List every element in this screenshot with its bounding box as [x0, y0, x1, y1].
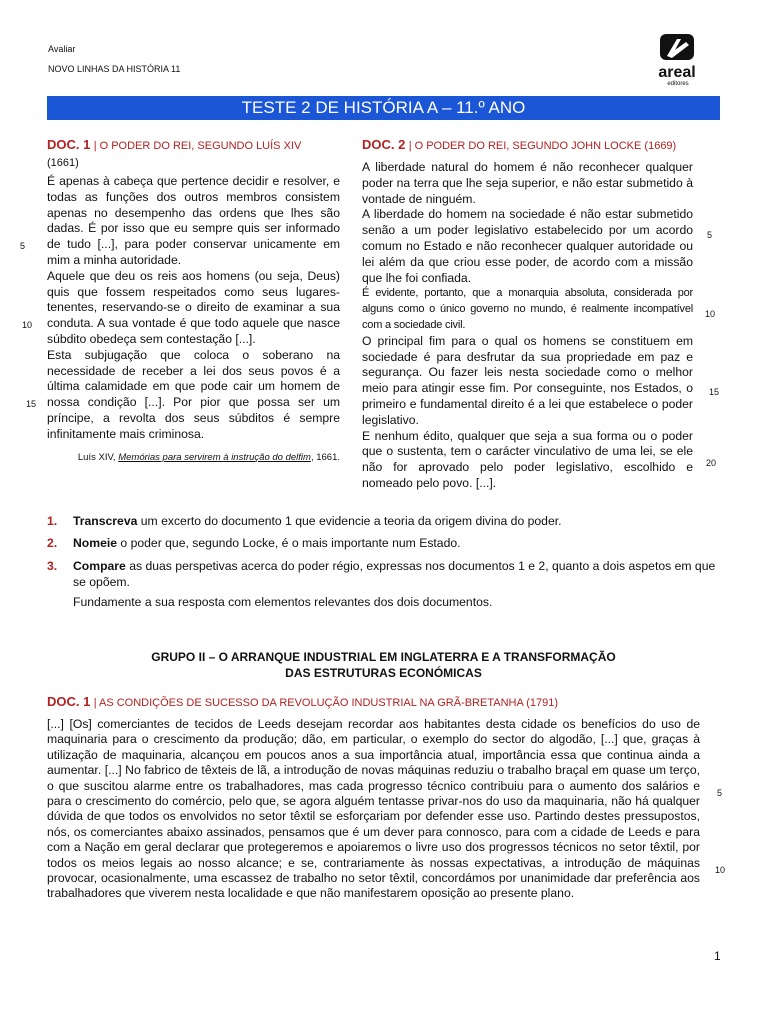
question-1	[47, 513, 727, 529]
doc1-line-number: 10	[22, 320, 33, 330]
doc1-header	[47, 137, 347, 171]
publisher-logo	[648, 32, 708, 88]
doc2-line-number: 10	[705, 309, 716, 319]
question-verb: Nomeie	[73, 536, 118, 550]
g2-doc1-heading: | AS CONDIÇÕES DE SUCESSO DA REVOLUÇÃO INDUSTRIAL NA GRÃ-BRETANHA (1791)	[93, 697, 559, 709]
group2-title-line1: GRUPO II – O ARRANQUE INDUSTRIAL EM INGLATERRA E A TRANSFORMAÇÃO	[151, 650, 616, 664]
question-text: um excerto do documento 1 que evidencie a teoria da origem divina do poder.	[137, 514, 562, 528]
doc1-line-number: 15	[26, 399, 37, 409]
doc1-heading: | O PODER DO REI, SEGUNDO LUÍS XIV	[93, 140, 302, 152]
doc2-paragraph: E nenhum édito, qualquer que seja a sua forma ou o poder que o sustenta, tem o carácter vinculativo de uma lei, se ele não for aprovado pelo poder legislativo, escolhido e nomeado pelo povo. [...].	[362, 428, 693, 490]
g2-doc1-body: [...] [Os] comerciantes de tecidos de Leeds desejam recordar aos habitantes desta cidade os benefícios do uso de maquinaria para o crescimento da produção; dão, em particular, o exemplo do sector do algodão, [...] que, graças à utilização de maquinaria, alcançou em poucos anos a sua importância atual, importância essa que continua ainda a aumentar. [...] No fabrico de têxteis de lã, a introdução de novas máquinas reduziu o trabalho braçal em quase um terço, o que suscitou alarme entre os trabalhadores, mas cada progresso técnico contribuiu para o aumento dos salários e para o crescimento do comércio, pelo que, se agora alguém tentasse privar-nos do uso da maquinaria, não há qualquer dúvida de que todos os envolvidos no setor têxtil se esforçariam por defender esse uso. Partindo destes pressupostos, nós, os comerciantes abaixo assinados, pensamos que é um dever para connosco, para com a cidade de Leeds e para com a Nação em geral declarar que protegeremos e apoiaremos o livre uso dos progressos técnicos no setor têxtil, por todos os meios legais ao nosso alcance; e se, contrariamente às nossas expectativas, a introdução de máquinas provocar, ocasionalmente, uma escassez de trabalho no setor têxtil, concordámos por unanimidade dar preferência aos trabalhadores que viverem nesta localidade e que não manifestarem oposição ao presente plano.	[47, 717, 700, 901]
g2-line-number: 10	[715, 865, 726, 875]
doc2-heading: | O PODER DO REI, SEGUNDO JOHN LOCKE (1669)	[408, 140, 677, 152]
doc1-paragraph: Aquele que deu os reis aos homens (ou seja, Deus) quis que fossem respeitados como seus lugares-tenentes, reservando-se o direito de examinar a sua conduta. A sua vontade é que todo aquele que nasce súbdito obedeça sem contestação [...].	[47, 268, 340, 346]
question-2	[47, 535, 727, 551]
g2-line-number: 5	[717, 788, 723, 798]
doc1-source-title: Memórias para servirem à instrução do delfim	[118, 452, 311, 463]
group2-title	[47, 649, 720, 681]
doc2-header	[362, 137, 702, 154]
doc1-source-year: , 1661.	[310, 452, 340, 463]
doc1-paragraph: É apenas à cabeça que pertence decidir e resolver, e todas as funções dos outros membros consistem apenas no desempenho das ordens que lhes são dadas. É por isso que eu sempre quis ser informado de tudo [...], para poder conservar unicamente em mim a minha autoridade.	[47, 174, 340, 267]
doc2-paragraph: É evidente, portanto, que a monarquia absoluta, considerada por alguns como o único governo no mundo, é realmente incompatível com a sociedade civil.	[362, 287, 693, 331]
question-text: o poder que, segundo Locke, é o mais importante num Estado.	[117, 536, 461, 550]
doc2-line-number: 15	[709, 387, 720, 397]
doc2-line-number: 20	[706, 458, 717, 468]
question-3	[47, 558, 727, 610]
question-number: 2.	[47, 536, 58, 550]
doc2-line-number: 5	[707, 230, 713, 240]
g2-doc1-label: DOC. 1	[47, 694, 91, 709]
test-title-banner: TESTE 2 DE HISTÓRIA A – 11.º ANO	[47, 96, 720, 120]
doc1-body	[47, 174, 340, 443]
book-title: NOVO LINHAS DA HISTÓRIA 11	[48, 64, 181, 74]
doc1-line-number: 5	[20, 241, 26, 251]
doc2-paragraph: A liberdade do homem na sociedade é não estar submetido senão a um poder legislativo estabelecido por um acordo comum no Estado e não reconhecer qualquer autoridade ou lei além da que criou esse poder, de acordo com a missão que lhe foi confiada.	[362, 207, 693, 285]
question-verb: Transcreva	[73, 514, 138, 528]
doc2-body	[362, 160, 693, 492]
group2-title-line2: DAS ESTRUTURAS ECONÓMICAS	[285, 666, 482, 680]
question-verb: Compare	[73, 559, 126, 573]
logo-subtext: editores	[667, 81, 689, 87]
doc1-year: (1661)	[47, 157, 79, 169]
section-label: Avaliar	[48, 44, 76, 54]
question-extra: Fundamente a sua resposta com elementos relevantes dos dois documentos.	[73, 595, 493, 609]
question-number: 3.	[47, 559, 58, 573]
logo-text: areal	[658, 64, 696, 81]
question-text: as duas perspetivas acerca do poder régio, expressas nos documentos 1 e 2, quanto a dois aspetos em que se opõem.	[73, 559, 716, 589]
areal-logo-icon	[648, 32, 708, 88]
question-number: 1.	[47, 514, 58, 528]
doc1-paragraph: Esta subjugação que coloca o soberano na necessidade de receber a lei dos seus povos é a última calamidade em que pode cair um homem de nossa condição [...]. Por pior que possa ser um príncipe, a revolta dos seus súbditos é sempre infinitamente mais criminosa.	[47, 347, 340, 441]
page-number: 1	[714, 949, 721, 963]
doc2-label: DOC. 2	[362, 137, 406, 152]
g2-doc1-header	[47, 694, 727, 711]
doc2-paragraph: A liberdade natural do homem é não reconhecer qualquer poder na terra que lhe seja superior, e não estar submetido à vontade de ninguém.	[362, 160, 693, 206]
doc1-source-author: Luís XIV,	[77, 452, 116, 463]
doc2-paragraph: O principal fim para o qual os homens se constituem em sociedade é para desfrutar da sua propriedade em paz e segurança. Ou fazer leis nesta sociedade como o melhor meio para atingir esse fim. Por conseguinte, nos Estados, o primeiro e fundamental direito é a lei que estabelece o poder legislativo.	[362, 333, 693, 427]
doc1-source	[47, 452, 340, 463]
doc1-label: DOC. 1	[47, 137, 91, 152]
